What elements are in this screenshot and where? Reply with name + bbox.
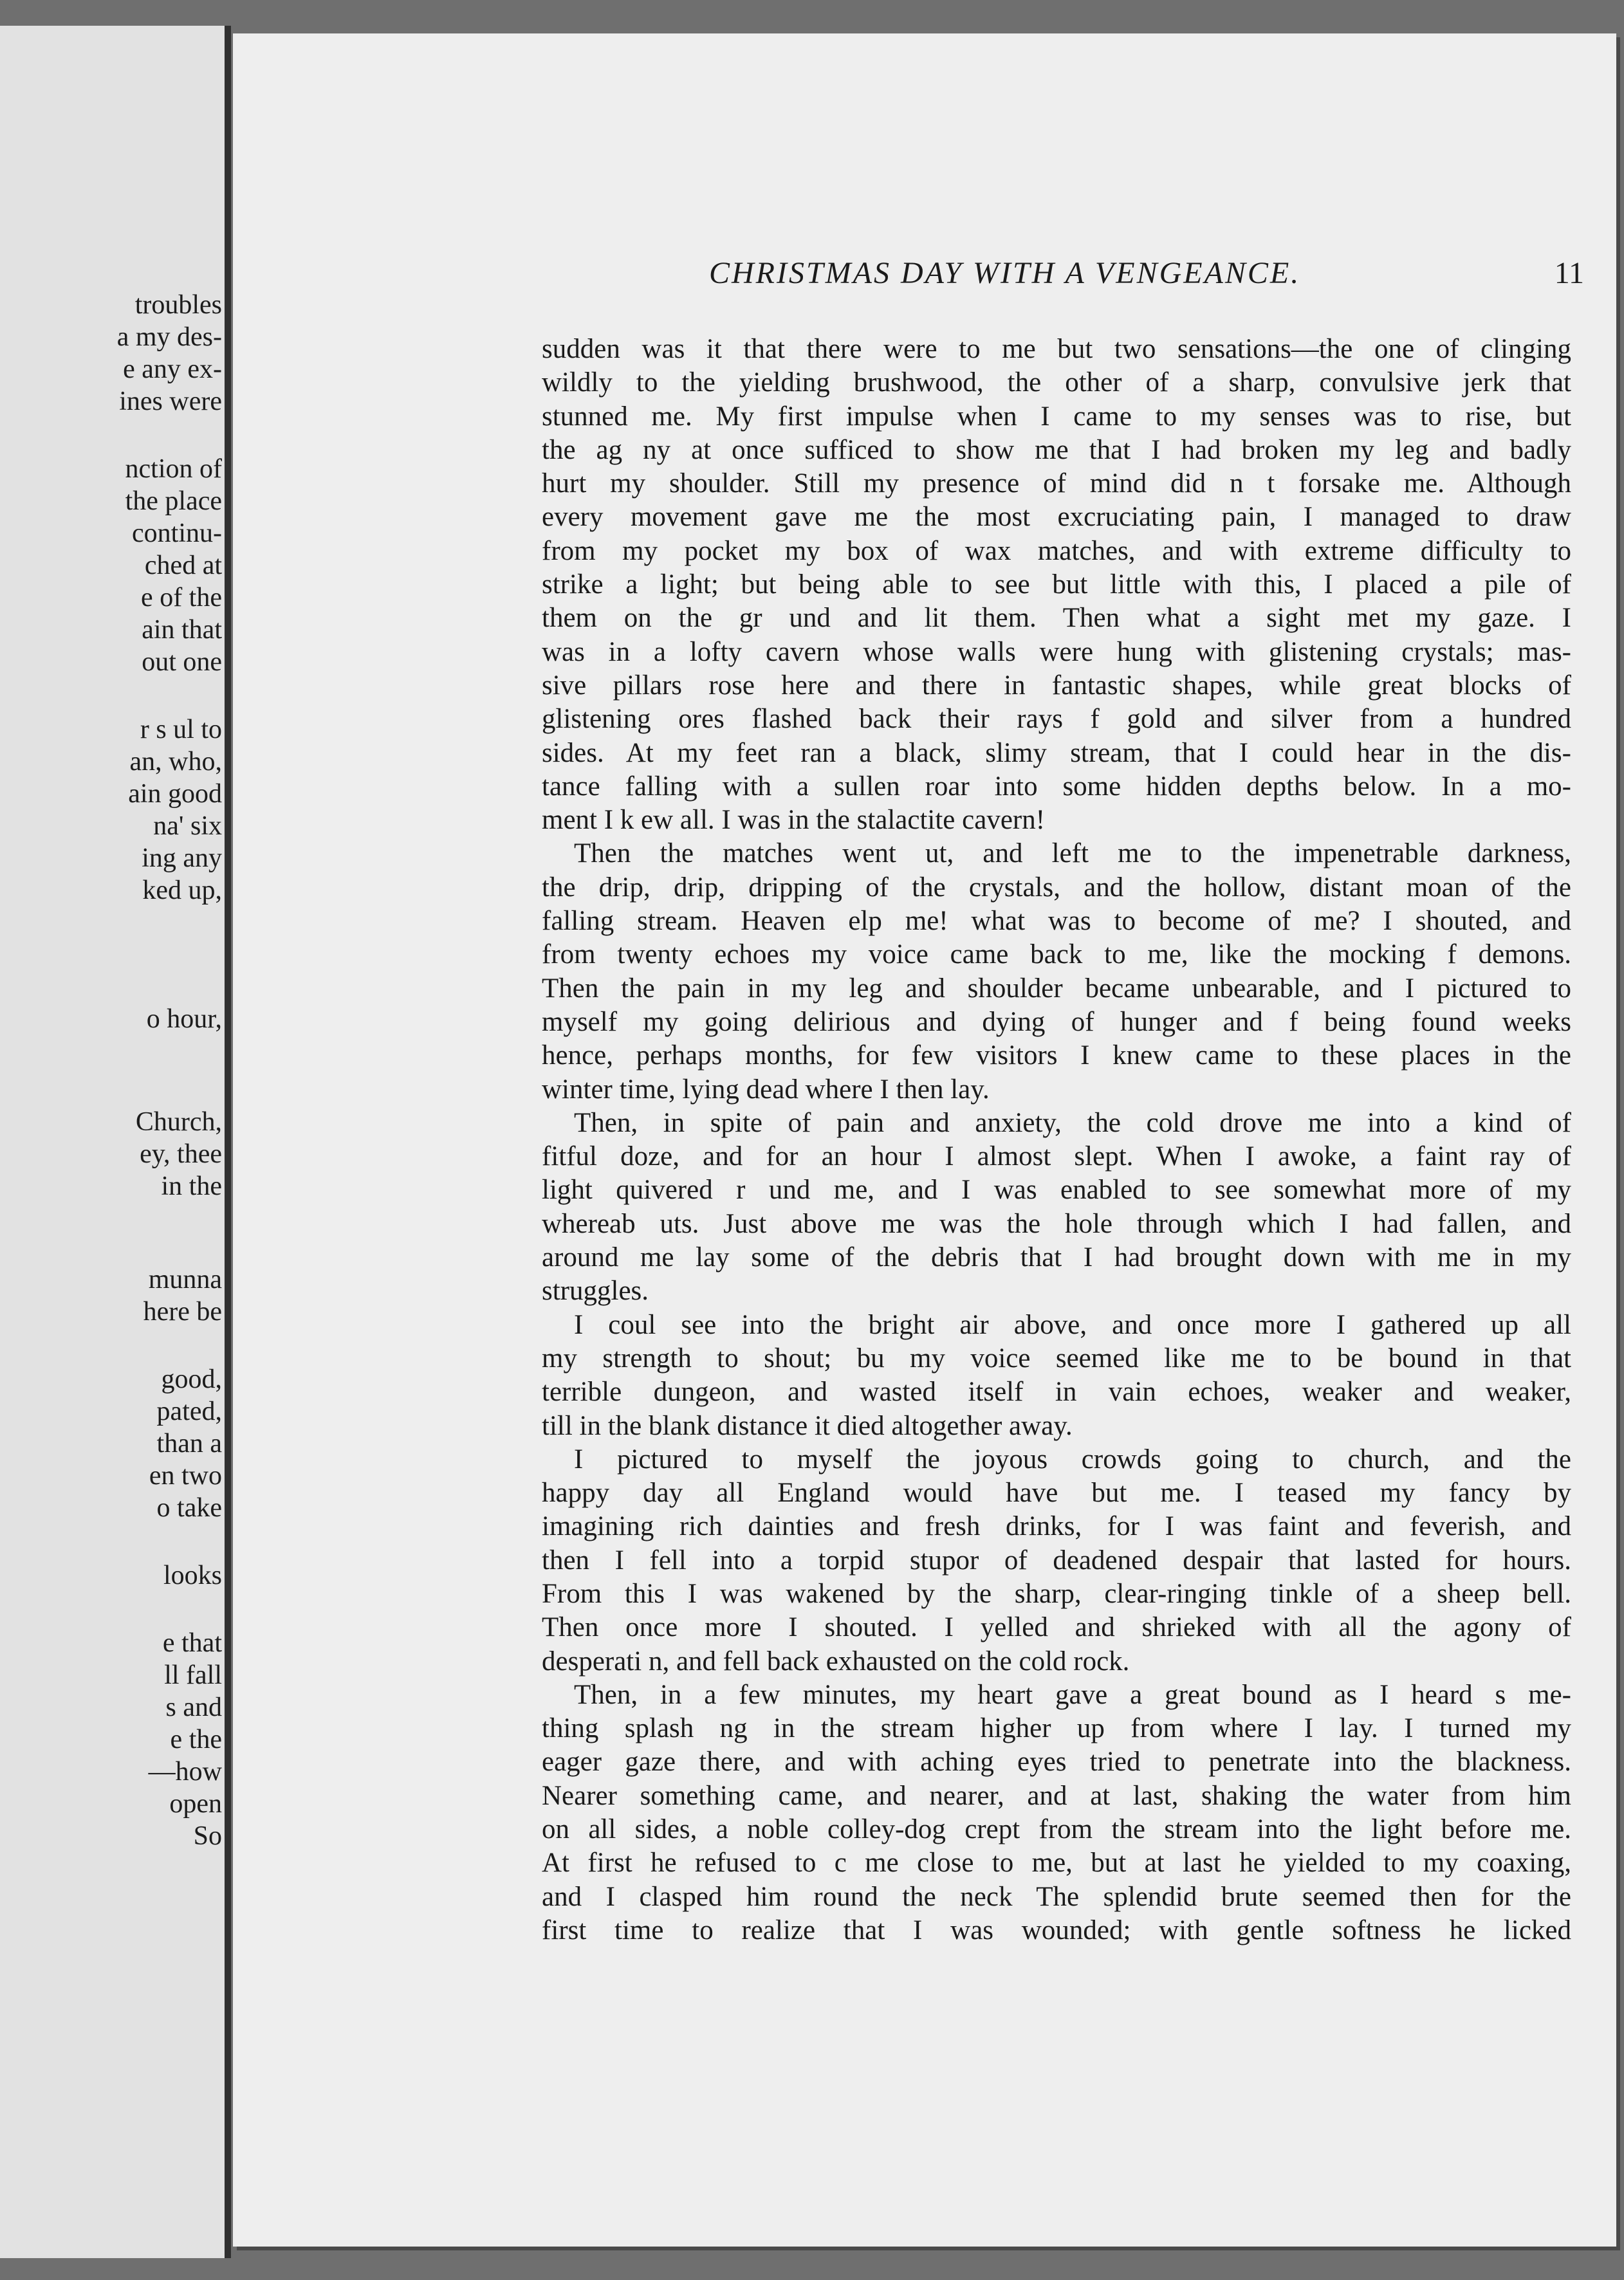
text-line: wildly to the yielding brushwood, the other of a sharp, convulsive jerk that <box>542 367 1571 398</box>
facing-page-fragment: ines were <box>119 387 222 416</box>
body-text <box>542 333 1571 1947</box>
text-line: them on the gr und and lit them. Then what a sight met my gaze. I <box>542 603 1571 634</box>
text-line: sive pillars rose here and there in fantastic shapes, while great blocks of <box>542 670 1571 701</box>
facing-page-fragment: a my des- <box>116 322 222 352</box>
facing-page-fragment: Church, <box>135 1107 222 1137</box>
text-line: I coul see into the bright air above, and once more I gathered up all <box>574 1309 1571 1340</box>
facing-page-fragment: ched at <box>144 551 222 580</box>
facing-page-fragment: s and <box>165 1693 222 1722</box>
facing-page-fragment: pated, <box>156 1397 222 1426</box>
facing-page-fragment: nction of <box>125 454 222 484</box>
facing-page-fragment: e any ex- <box>123 354 222 384</box>
facing-page-fragment: ll fall <box>164 1660 222 1690</box>
facing-page-fragment: —how <box>148 1757 222 1787</box>
facing-page-fragment: ing any <box>142 843 222 873</box>
text-line: desperati n, and fell back exhausted on the cold rock. <box>542 1646 1130 1677</box>
facing-page-fragment: an, who, <box>129 747 222 777</box>
page-header <box>709 255 1584 300</box>
facing-page-fragment: r s ul to <box>140 715 222 744</box>
text-line: Nearer something came, and nearer, and at last, shaking the water from him <box>542 1780 1571 1811</box>
text-line: sides. At my feet ran a black, slimy stream, that I could hear in the dis- <box>542 737 1571 768</box>
text-line: glistening ores flashed back their rays f gold and silver from a hundred <box>542 704 1571 735</box>
text-line: from twenty echoes my voice came back to me, like the mocking f demons. <box>542 939 1571 970</box>
text-line: falling stream. Heaven elp me! what was to become of me? I shouted, and <box>542 906 1571 937</box>
text-line: struggles. <box>542 1276 649 1307</box>
text-line: terrible dungeon, and wasted itself in vain echoes, weaker and weaker, <box>542 1377 1571 1408</box>
facing-page-fragment: ain that <box>142 615 222 645</box>
text-line: hence, perhaps months, for few visitors I knew came to these places in the <box>542 1040 1571 1071</box>
facing-page-fragment: the place <box>125 486 222 516</box>
text-line: was in a lofty cavern whose walls were hung with glistening crystals; mas- <box>542 636 1571 667</box>
text-line: Then the pain in my leg and shoulder became unbearable, and I pictured to <box>542 973 1571 1004</box>
facing-page-fragment: na' six <box>153 811 222 841</box>
facing-page-fragment: So <box>193 1821 222 1851</box>
text-line: from my pocket my box of wax matches, and with extreme difficulty to <box>542 535 1571 566</box>
text-line: on all sides, a noble colley-dog crept from the stream into the light before me. <box>542 1814 1571 1845</box>
text-line: my strength to shout; bu my voice seemed like me to be bound in that <box>542 1343 1571 1374</box>
facing-page-fragment: out one <box>142 647 222 677</box>
text-line: then I fell into a torpid stupor of deadened despair that lasted for hours. <box>542 1545 1571 1576</box>
text-line: sudden was it that there were to me but two sensations—the one of clinging <box>542 334 1571 364</box>
text-line: thing splash ng in the stream higher up from where I lay. I turned my <box>542 1713 1571 1744</box>
text-line: and I clasped him round the neck The splendid brute seemed then for the <box>542 1881 1571 1912</box>
text-line: Then, in a few minutes, my heart gave a great bound as I heard s me- <box>574 1679 1571 1710</box>
text-line: around me lay some of the debris that I had brought down with me in my <box>542 1242 1571 1273</box>
facing-page-fragment: ey, thee <box>140 1139 222 1169</box>
text-line: every movement gave me the most excruciating pain, I managed to draw <box>542 502 1571 533</box>
text-line: myself my going delirious and dying of hunger and f being found weeks <box>542 1006 1571 1037</box>
text-line: first time to realize that I was wounded; with gentle softness he licked <box>542 1915 1571 1945</box>
text-line: light quivered r und me, and I was enabled to see somewhat more of my <box>542 1175 1571 1206</box>
book-page <box>233 33 1616 2247</box>
text-line: tance falling with a sullen roar into some hidden depths below. In a mo- <box>542 771 1571 802</box>
facing-page-fragment: here be <box>143 1297 222 1327</box>
text-line: ment I k ew all. I was in the stalactite cavern! <box>542 805 1046 836</box>
facing-page-fragment: e that <box>162 1628 222 1658</box>
text-line: At first he refused to c me close to me, but at last he yielded to my coaxing, <box>542 1848 1571 1879</box>
text-line: eager gaze there, and with aching eyes tried to penetrate into the blackness. <box>542 1747 1571 1778</box>
text-line: whereab uts. Just above me was the hole through which I had fallen, and <box>542 1208 1571 1239</box>
facing-page-fragment: good, <box>161 1365 222 1394</box>
facing-page-fragment: in the <box>161 1172 222 1201</box>
text-line: Then, in spite of pain and anxiety, the cold drove me into a kind of <box>574 1107 1571 1138</box>
facing-page-fragment: ked up, <box>142 876 222 905</box>
page-number: 11 <box>1554 256 1584 290</box>
text-line: till in the blank distance it died altogether away. <box>542 1410 1073 1441</box>
text-line: fitful doze, and for an hour I almost slept. When I awoke, a faint ray of <box>542 1141 1571 1172</box>
text-line: winter time, lying dead where I then lay. <box>542 1074 990 1105</box>
text-line: From this I was wakened by the sharp, clear-ringing tinkle of a sheep bell. <box>542 1578 1571 1609</box>
facing-page-fragment: ain good <box>128 779 222 809</box>
facing-page-fragment: o hour, <box>146 1004 222 1034</box>
text-line: hurt my shoulder. Still my presence of mind did n t forsake me. Although <box>542 468 1571 499</box>
facing-page-fragment: munna <box>148 1265 222 1294</box>
facing-page-fragment: open <box>169 1789 222 1819</box>
text-line: imagining rich dainties and fresh drinks, for I was faint and feverish, and <box>542 1511 1571 1542</box>
running-title: CHRISTMAS DAY WITH A VENGEANCE. <box>709 256 1301 290</box>
facing-page-fragment: en two <box>149 1461 222 1491</box>
facing-page-fragment: looks <box>163 1561 222 1590</box>
facing-page-fragment: than a <box>156 1429 222 1458</box>
facing-page-fragment: troubles <box>134 290 222 320</box>
facing-page-fragment: e the <box>170 1725 222 1754</box>
facing-page <box>0 26 225 2258</box>
text-line: Then once more I shouted. I yelled and shrieked with all the agony of <box>542 1612 1571 1643</box>
text-line: I pictured to myself the joyous crowds going to church, and the <box>574 1444 1571 1475</box>
text-line: strike a light; but being able to see but little with this, I placed a pile of <box>542 569 1571 600</box>
facing-page-fragment: continu- <box>132 519 222 548</box>
text-line: the drip, drip, dripping of the crystals, and the hollow, distant moan of the <box>542 872 1571 903</box>
facing-page-fragment: e of the <box>141 583 222 612</box>
facing-page-fragment: o take <box>156 1493 222 1523</box>
text-line: Then the matches went ut, and left me to the impenetrable darkness, <box>574 838 1571 869</box>
book-gutter <box>225 26 231 2258</box>
text-line: happy day all England would have but me. I teased my fancy by <box>542 1478 1571 1509</box>
text-line: the ag ny at once sufficed to show me that I had broken my leg and badly <box>542 434 1571 465</box>
text-line: stunned me. My first impulse when I came to my senses was to rise, but <box>542 401 1571 432</box>
